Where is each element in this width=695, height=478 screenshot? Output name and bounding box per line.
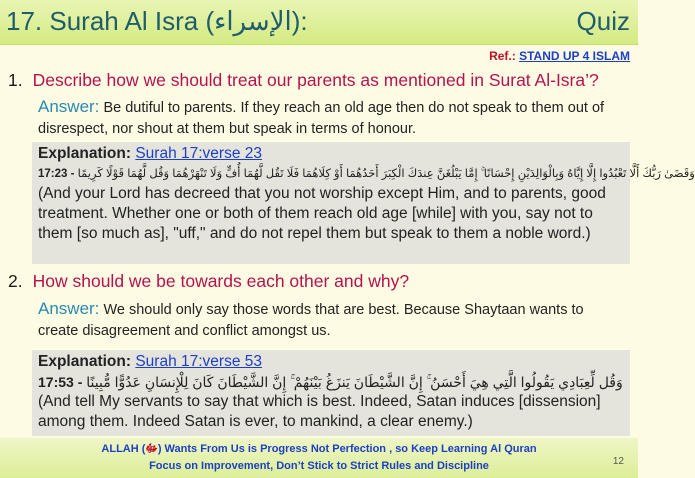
answer-1-label: Answer:: [38, 97, 100, 116]
translation-23: (And your Lord has decreed that you not worship except Him, and to parents, good treatment. Whether one or both of them reach old age [while] with you, say not to them [so much as], "uff," and do not repel them but speak to them a noble word.): [38, 185, 606, 242]
footer-honorific: ﷻ: [145, 443, 158, 455]
answer-2: [38, 298, 598, 342]
explanation-2-label: Explanation:: [38, 353, 132, 370]
answer-2-label: Answer:: [38, 299, 100, 318]
title-suffix: ):: [291, 6, 308, 36]
arabic-verse-53: [38, 372, 624, 392]
footer: [0, 438, 638, 478]
reference-link[interactable]: STAND UP 4 ISLAM: [519, 49, 630, 63]
question-1-text: Describe how we should treat our parents as mentioned in Surat Al-Isra’?: [32, 70, 599, 90]
verse-ref-23: 17:23 -: [38, 168, 75, 180]
footer-line-1: [0, 441, 638, 458]
question-2-number: 2.: [8, 271, 23, 291]
question-2-text: How should we be towards each other and why?: [32, 271, 410, 291]
arabic-text-23: وَقَضَىٰ رَبُّكَ أَلَّا تَعْبُدُوا إِلَّا إِيَّاهُ وَبِالْوَالِدَيْنِ إِحْسَانًا ۚ إِمَّا يَبْلُغَنَّ عِندَكَ الْكِبَرَ أَحَدُهُمَا أَوْ كِلَاهُمَا فَلَا تَقُل لَّهُمَا أُفٍّ وَلَا تَنْهَرْهُمَا وَقُل لَّهُمَا قَوْلًا كَرِيمًا: [77, 168, 695, 180]
arabic-verse-23: [38, 164, 695, 184]
footer-line-2: Focus on Improvement, Don’t Stick to Strict Rules and Discipline: [149, 460, 489, 472]
question-1: [8, 70, 599, 91]
title-bar: [0, 0, 638, 45]
arabic-text-53: وَقُل لِّعِبَادِي يَقُولُوا الَّتِي هِيَ أَحْسَنُ ۚ إِنَّ الشَّيْطَانَ يَنزَغُ بَيْنَهُمْ ۚ إِنَّ الشَّيْطَانَ كَانَ لِلْإِنسَانِ عَدُوًّا مُّبِينًا: [86, 374, 623, 390]
title-prefix: 17. Surah Al Isra (: [6, 6, 215, 36]
answer-1: [38, 96, 628, 140]
verse-link-23[interactable]: Surah 17:verse 23: [135, 145, 262, 162]
explanation-box-1: [32, 142, 695, 264]
verse-link-53[interactable]: Surah 17:verse 53: [135, 353, 262, 370]
reference: [489, 49, 630, 63]
question-1-number: 1.: [8, 70, 23, 90]
reference-label: Ref.:: [489, 49, 516, 63]
translation-53: (And tell My servants to say that which is best. Indeed, Satan induces [dissension] among them. Indeed Satan is ever, to mankind, a clear enemy.): [38, 393, 601, 430]
explanation-1-label: Explanation:: [38, 145, 132, 162]
quiz-label: Quiz: [576, 6, 630, 36]
answer-1-text: Be dutiful to parents. If they reach an old age then do not speak to them out of disrespect, nor shout at them but speak in terms of honour.: [38, 100, 605, 137]
verse-ref-53: 17:53 -: [38, 374, 83, 390]
footer-line-1b: ) Wants From Us is Progress Not Perfection , so Keep Learning Al Quran: [157, 443, 537, 455]
title-arabic: الإسراء: [214, 6, 292, 36]
footer-line-1a: ALLAH (: [101, 443, 146, 455]
answer-2-text: We should only say those words that are best. Because Shaytaan wants to create disagreement and conflict amongst us.: [38, 302, 584, 339]
explanation-box-2: [32, 350, 630, 436]
page-number: 12: [612, 456, 624, 467]
question-2: [8, 271, 409, 292]
page-title: [6, 6, 308, 37]
